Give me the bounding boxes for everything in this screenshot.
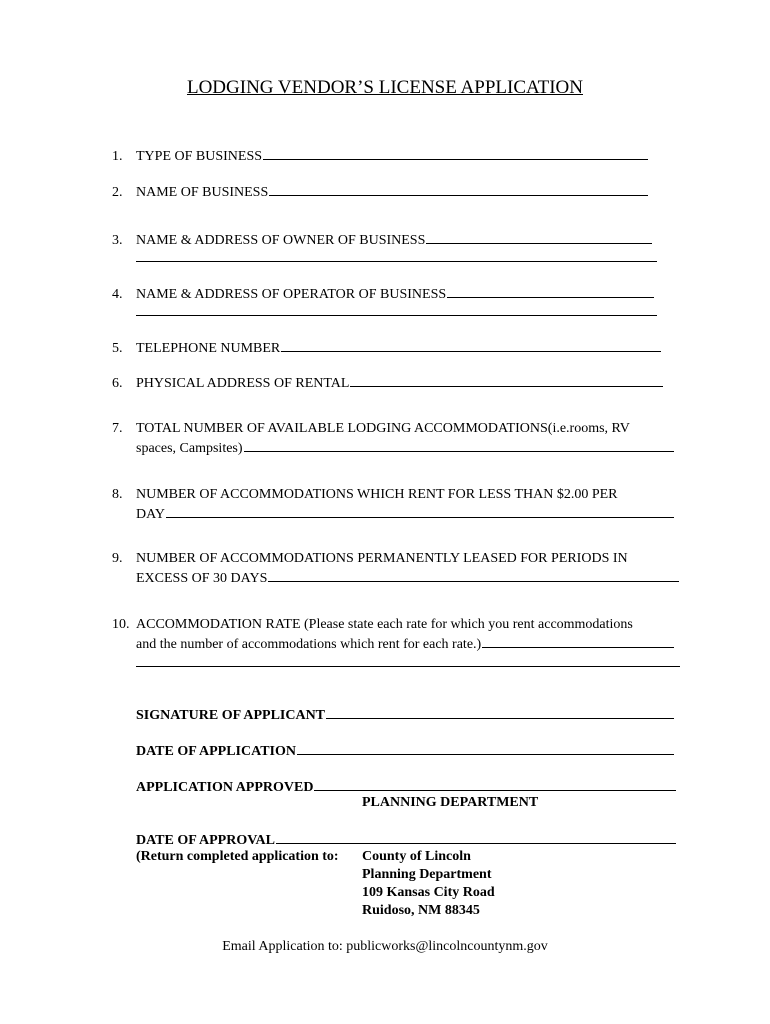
field-label: ACCOMMODATION RATE (Please state each rate for which you rent accommodations <box>136 617 633 632</box>
field-label: TELEPHONE NUMBER <box>136 341 281 356</box>
blank-line[interactable] <box>482 634 674 648</box>
blank-line[interactable] <box>326 705 674 719</box>
return-instructions: (Return completed application to: <box>136 849 339 864</box>
item-7-line-1 <box>112 420 630 438</box>
blank-line-continuation[interactable] <box>136 315 657 316</box>
item-number: 1. <box>112 149 123 164</box>
field-label: TYPE OF BUSINESS <box>136 149 263 164</box>
field-label: spaces, Campsites) <box>136 441 243 456</box>
item-number: 6. <box>112 376 123 391</box>
field-label: APPLICATION APPROVED <box>136 780 314 795</box>
field-telephone-number[interactable] <box>112 338 661 358</box>
blank-line-continuation[interactable] <box>136 666 680 667</box>
blank-line[interactable] <box>166 504 674 518</box>
field-name-of-business[interactable] <box>112 182 648 202</box>
field-permanently-leased[interactable] <box>136 568 679 588</box>
blank-line[interactable] <box>426 230 652 244</box>
blank-line-continuation[interactable] <box>136 261 657 262</box>
field-signature-of-applicant[interactable] <box>136 705 674 725</box>
item-number: 2. <box>112 185 123 200</box>
field-label: DAY <box>136 507 166 522</box>
field-operator-name-address[interactable] <box>112 284 654 304</box>
field-label: NAME & ADDRESS OF OWNER OF BUSINESS <box>136 233 426 248</box>
blank-line[interactable] <box>447 284 654 298</box>
field-label: NAME & ADDRESS OF OPERATOR OF BUSINESS <box>136 287 447 302</box>
address-line: 109 Kansas City Road <box>362 885 495 900</box>
item-8-line-1 <box>112 486 618 504</box>
field-owner-name-address[interactable] <box>112 230 652 250</box>
field-accommodations-under-2[interactable] <box>136 504 674 524</box>
field-label: NUMBER OF ACCOMMODATIONS PERMANENTLY LEASED FOR PERIODS IN <box>136 551 628 566</box>
field-label: SIGNATURE OF APPLICANT <box>136 708 326 723</box>
item-9-line-1 <box>112 550 628 568</box>
field-label: NUMBER OF ACCOMMODATIONS WHICH RENT FOR LESS THAN $2.00 PER <box>136 487 618 502</box>
item-number: 7. <box>112 421 123 436</box>
blank-line[interactable] <box>276 830 676 844</box>
planning-department-caption: PLANNING DEPARTMENT <box>362 795 539 810</box>
item-number: 4. <box>112 287 123 302</box>
field-physical-address[interactable] <box>112 373 663 393</box>
email-instructions: Email Application to: publicworks@lincolncountynm.gov <box>222 939 548 954</box>
blank-line[interactable] <box>297 741 674 755</box>
field-label: TOTAL NUMBER OF AVAILABLE LODGING ACCOMMODATIONS(i.e.rooms, RV <box>136 421 630 436</box>
item-10-line-1 <box>112 616 633 634</box>
blank-line[interactable] <box>281 338 661 352</box>
address-line: Ruidoso, NM 88345 <box>362 903 480 918</box>
field-date-of-application[interactable] <box>136 741 674 761</box>
blank-line[interactable] <box>244 438 674 452</box>
field-label: and the number of accommodations which rent for each rate.) <box>136 637 482 652</box>
blank-line[interactable] <box>269 182 648 196</box>
blank-line[interactable] <box>263 146 648 160</box>
item-number: 10. <box>112 617 130 632</box>
field-total-accommodations[interactable] <box>136 438 674 458</box>
item-number: 3. <box>112 233 123 248</box>
blank-line[interactable] <box>314 777 676 791</box>
field-type-of-business[interactable] <box>112 146 648 166</box>
blank-line[interactable] <box>268 568 679 582</box>
field-label: PHYSICAL ADDRESS OF RENTAL <box>136 376 350 391</box>
address-line: County of Lincoln <box>362 849 471 864</box>
field-label: EXCESS OF 30 DAYS <box>136 571 268 586</box>
field-accommodation-rate[interactable] <box>136 634 674 654</box>
field-label: DATE OF APPROVAL <box>136 833 275 848</box>
blank-line[interactable] <box>350 373 663 387</box>
field-label: NAME OF BUSINESS <box>136 185 269 200</box>
item-number: 8. <box>112 487 123 502</box>
item-number: 9. <box>112 551 123 566</box>
field-label: DATE OF APPLICATION <box>136 744 296 759</box>
field-date-of-approval[interactable] <box>136 830 676 850</box>
form-title: LODGING VENDOR’S LICENSE APPLICATION <box>186 77 583 98</box>
item-number: 5. <box>112 341 123 356</box>
address-line: Planning Department <box>362 867 492 882</box>
